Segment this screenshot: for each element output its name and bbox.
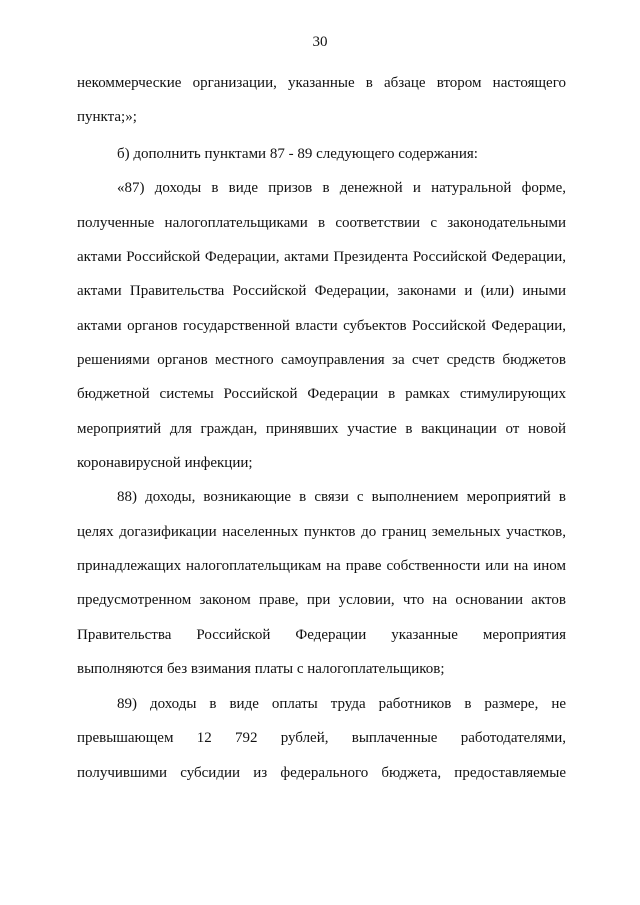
text-line: Правительства Российской Федерации указанные мероприятия (77, 627, 566, 643)
page-number: 30 (312, 34, 328, 50)
text-line: 89) доходы в виде оплаты труда работников в размере, не (117, 696, 566, 712)
text-line: некоммерческие организации, указанные в абзаце втором настоящего (77, 75, 566, 91)
text-line: актами Российской Федерации, актами Президента Российской Федерации, (77, 249, 566, 265)
text-line: целях догазификации населенных пунктов до границ земельных участков, (77, 524, 566, 540)
text-line: «87) доходы в виде призов в денежной и натуральной форме, (117, 180, 566, 196)
text-line: коронавирусной инфекции; (77, 455, 253, 471)
text-line: пункта;»; (77, 109, 137, 125)
text-line: выполняются без взимания платы с налогоплательщиков; (77, 661, 445, 677)
text-line: бюджетной системы Российской Федерации в рамках стимулирующих (77, 386, 566, 402)
text-line: актами Правительства Российской Федерации, законами и (или) иными (77, 283, 566, 299)
text-line: принадлежащих налогоплательщикам на праве собственности или на ином (77, 558, 566, 574)
text-line: полученные налогоплательщиками в соответствии с законодательными (77, 215, 566, 231)
text-line: получившими субсидии из федерального бюджета, предоставляемые (77, 765, 566, 781)
text-line: б) дополнить пунктами 87 - 89 следующего содержания: (117, 146, 478, 162)
text-line: актами органов государственной власти субъектов Российской Федерации, (77, 318, 566, 334)
text-line: предусмотренном законом праве, при условии, что на основании актов (77, 592, 566, 608)
text-line: мероприятий для граждан, принявших участие в вакцинации от новой (77, 421, 566, 437)
text-line: 88) доходы, возникающие в связи с выполнением мероприятий в (117, 489, 566, 505)
text-line: превышающем 12 792 рублей, выплаченные работодателями, (77, 730, 566, 746)
text-line: решениями органов местного самоуправления за счет средств бюджетов (77, 352, 566, 368)
